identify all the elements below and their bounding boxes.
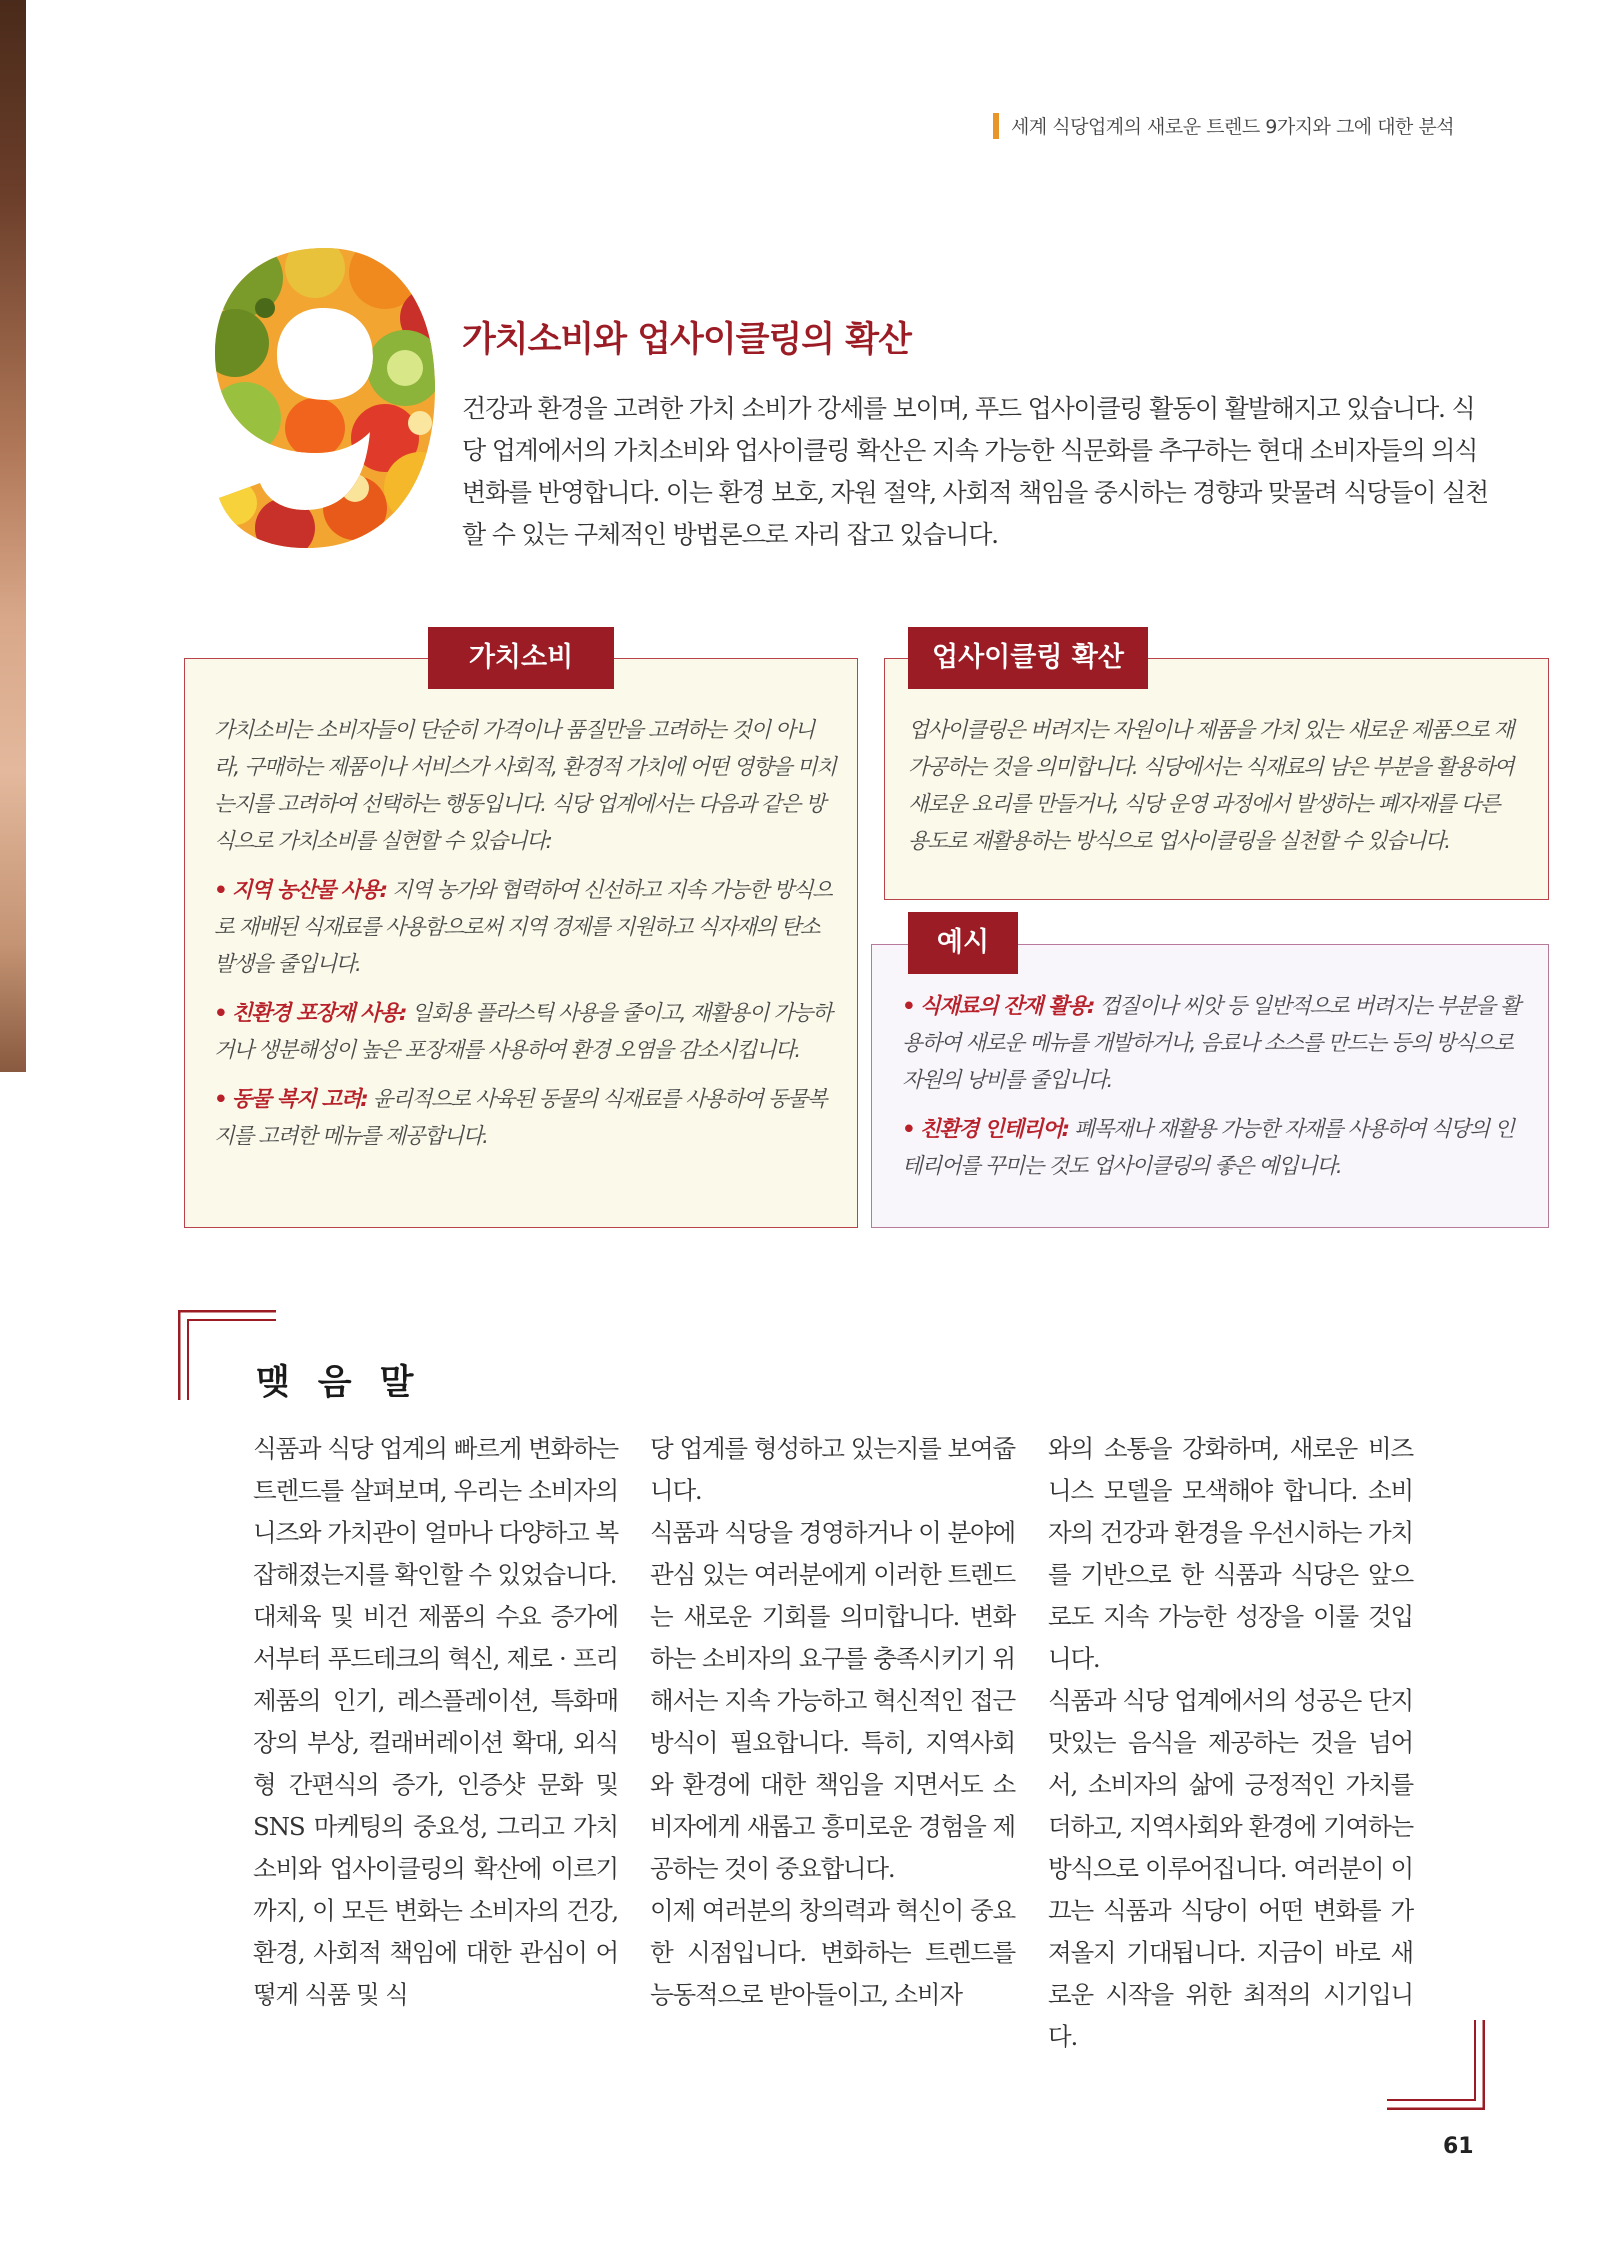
header-accent-bar bbox=[993, 113, 999, 139]
cropped-photo-edge bbox=[0, 0, 26, 1072]
value-item: • 친환경 포장재 사용: 일회용 플라스틱 사용을 줄이고, 재활용이 가능하거나 생분해성이 높은 포장재를 사용하여 환경 오염을 감소시킵니다. bbox=[214, 1001, 832, 1063]
upcycling-label: 업사이클링 확산 bbox=[908, 627, 1148, 689]
upcycling-intro: 업사이클링은 버려지는 자원이나 제품을 가치 있는 새로운 제품으로 재가공하는 것을 의미합니다. 식당에서는 식재료의 남은 부분을 활용하여 새로운 요리를 만들거나, 식당 운영 과정에서 발생하는 폐자재를 다른 용도로 재활용하는 방식으로 업사이클링을 실천할 수 있습니다. bbox=[908, 718, 1514, 854]
closing-column-2 bbox=[650, 1428, 1015, 2016]
value-item: • 지역 농산물 사용: 지역 농가와 협력하여 신선하고 지속 가능한 방식으로 재배된 식재료를 사용함으로써 지역 경제를 지원하고 식자재의 탄소 발생을 줄입니다. bbox=[214, 878, 832, 977]
value-consumption-label: 가치소비 bbox=[428, 627, 614, 689]
example-item: • 식재료의 잔재 활용: 껍질이나 씨앗 등 일반적으로 버려지는 부분을 활용하여 새로운 메뉴를 개발하거나, 음료나 소스를 만드는 등의 방식으로 자원의 낭비를 줄입니다. bbox=[902, 994, 1520, 1093]
closing-paragraph: 식품과 식당 업계의 빠르게 변화하는 트렌드를 살펴보며, 우리는 소비자의 니즈와 가치관이 얼마나 다양하고 복잡해졌는지를 확인할 수 있었습니다. bbox=[253, 1434, 618, 1589]
example-label: 예시 bbox=[908, 912, 1018, 974]
running-title: 세계 식당업계의 새로운 트렌드 9가지와 그에 대한 분석 bbox=[1011, 116, 1455, 138]
closing-paragraph: 와의 소통을 강화하며, 새로운 비즈니스 모델을 모색해야 합니다. 소비자의 건강과 환경을 우선시하는 가치를 기반으로 한 식품과 식당은 앞으로도 지속 가능한 성장을 이룰 것입니다. bbox=[1048, 1434, 1413, 1673]
value-consumption-intro: 가치소비는 소비자들이 단순히 가격이나 품질만을 고려하는 것이 아니라, 구매하는 제품이나 서비스가 사회적, 환경적 가치에 어떤 영향을 미치는지를 고려하여 선택하는 행동입니다. 식당 업계에서는 다음과 같은 방식으로 가치소비를 실현할 수 있습니다: bbox=[214, 718, 836, 854]
section-intro: 건강과 환경을 고려한 가치 소비가 강세를 보이며, 푸드 업사이클링 활동이 활발해지고 있습니다. 식당 업계에서의 가치소비와 업사이클링 확산은 지속 가능한 식문화를 추구하는 현대 소비자들의 의식 변화를 반영합니다. 이는 환경 보호, 자원 절약, 사회적 책임을 중시하는 경향과 맞물려 식당들이 실천할 수 있는 구체적인 방법론으로 자리 잡고 있습니다. bbox=[462, 394, 1488, 549]
fruit-number-nine-illustration bbox=[205, 248, 445, 548]
closing-column-3 bbox=[1048, 1428, 1413, 2058]
value-item: • 동물 복지 고려: 윤리적으로 사육된 동물의 식재료를 사용하여 동물복지를 고려한 메뉴를 제공합니다. bbox=[214, 1087, 827, 1149]
value-consumption-text bbox=[214, 712, 838, 1167]
closing-paragraph: 대체육 및 비건 제품의 수요 증가에서부터 푸드테크의 혁신, 제로 · 프리 제품의 인기, 레스플레이션, 특화매장의 부상, 컬래버레이션 확대, 외식형 간편식의 증가, 인증샷 문화 및 SNS 마케팅의 중요성, 그리고 가치소비와 업사이클링의 확산에 이르기까지, 이 모든 변화는 소비자의 건강, 환경, 사회적 책임에 대한 관심이 어떻게 식품 및 식 bbox=[253, 1602, 618, 2009]
closing-paragraph: 이제 여러분의 창의력과 혁신이 중요한 시점입니다. 변화하는 트렌드를 능동적으로 받아들이고, 소비자 bbox=[650, 1896, 1015, 2009]
closing-title: 맺음말 bbox=[256, 1363, 442, 1403]
closing-paragraph: 식품과 식당을 경영하거나 이 분야에 관심 있는 여러분에게 이러한 트렌드는 새로운 기회를 의미합니다. 변화하는 소비자의 요구를 충족시키기 위해서는 지속 가능하고 혁신적인 접근 방식이 필요합니다. 특히, 지역사회와 환경에 대한 책임을 지면서도 소비자에게 새롭고 흥미로운 경험을 제공하는 것이 중요합니다. bbox=[650, 1518, 1015, 1883]
example-text bbox=[902, 988, 1522, 1197]
section-title: 가치소비와 업사이클링의 확산 bbox=[462, 320, 911, 360]
corner-bracket-bottom-right bbox=[1385, 2010, 1485, 2110]
closing-paragraph: 식품과 식당 업계에서의 성공은 단지 맛있는 음식을 제공하는 것을 넘어서, 소비자의 삶에 긍정적인 가치를 더하고, 지역사회와 환경에 기여하는 방식으로 이루어집니다. 여러분이 이끄는 식품과 식당이 어떤 변화를 가져올지 기대됩니다. 지금이 바로 새로운 시작을 위한 최적의 시기입니다. bbox=[1048, 1686, 1413, 2051]
page-number: 61 bbox=[1443, 2134, 1474, 2159]
closing-paragraph: 당 업계를 형성하고 있는지를 보여줍니다. bbox=[650, 1434, 1015, 1505]
upcycling-text bbox=[908, 712, 1518, 872]
running-header bbox=[993, 112, 1454, 139]
closing-column-1 bbox=[253, 1428, 618, 2016]
example-item: • 친환경 인테리어: 폐목재나 재활용 가능한 자재를 사용하여 식당의 인테리어를 꾸미는 것도 업사이클링의 좋은 예입니다. bbox=[902, 1117, 1514, 1179]
